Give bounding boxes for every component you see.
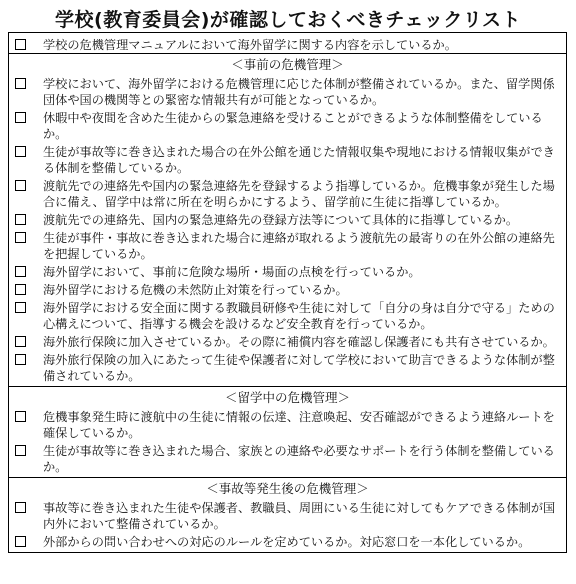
- checklist-item: [9, 210, 566, 228]
- checklist-item: [9, 350, 566, 386]
- checklist-item: [9, 407, 566, 441]
- checklist-item: [9, 33, 566, 53]
- checklist-item: [9, 142, 566, 176]
- checklist-item: [9, 280, 566, 298]
- checkbox[interactable]: [15, 180, 26, 191]
- checkbox[interactable]: [15, 214, 26, 225]
- checkbox[interactable]: [15, 445, 26, 456]
- item-text: 海外旅行保険の加入にあたって生徒や保護者に対して学校において助言できるような体制が整備されているか。: [43, 353, 555, 383]
- checkbox[interactable]: [15, 502, 26, 513]
- item-text: 生徒が事故等に巻き込まれた場合、家族との連絡や必要なサポートを行う体制を整備しているか。: [43, 444, 555, 474]
- item-text: 学校において、海外留学における危機管理に応じた体制が整備されているか。また、留学関係団体や国の機関等との緊密な情報共有が可能となっているか。: [43, 77, 555, 107]
- checkbox[interactable]: [15, 336, 26, 347]
- checkbox[interactable]: [15, 112, 26, 123]
- section-heading: ＜留学中の危機管理＞: [224, 390, 350, 405]
- checklist-item: [9, 532, 566, 552]
- item-text: 事故等に巻き込まれた生徒や保護者、教職員、周囲にいる生徒に対してもケアできる体制が国内外において整備されているか。: [43, 501, 556, 531]
- item-text: 生徒が事件・事故に巻き込まれた場合に連絡が取れるよう渡航先の最寄りの在外公館の連絡先を把握しているか。: [43, 231, 555, 261]
- item-text: 学校の危機管理マニュアルにおいて海外留学に関する内容を示しているか。: [43, 38, 457, 52]
- item-text: 海外旅行保険に加入させているか。その際に補償内容を確認し保護者にも共有させているか。: [43, 335, 555, 349]
- item-text: 海外留学における安全面に関する教職員研修や生徒に対して「自分の身は自分で守る」ための心構えについて、指導する機会を設けるなど安全教育を行っているか。: [43, 301, 555, 331]
- item-text: 休暇中や夜間を含めた生徒からの緊急連絡を受けることができるような体制整備をしているか。: [43, 111, 543, 141]
- item-text: 外部からの問い合わせへの対応のルールを定めているか。対応窓口を一本化しているか。: [43, 535, 531, 549]
- checkbox[interactable]: [15, 232, 26, 243]
- item-text: 海外留学において、事前に危険な場所・場面の点検を行っているか。: [43, 265, 421, 279]
- item-text: 渡航先での連絡先、国内の緊急連絡先の登録方法等について具体的に指導しているか。: [43, 213, 519, 227]
- item-text: 渡航先での連絡先や国内の緊急連絡先を登録するよう指導しているか。危機事象が発生した場合に備え、留学中は常に所在を明らかにするよう、留学前に生徒に指導しているか。: [43, 179, 555, 209]
- checklist-item: [9, 441, 566, 477]
- item-text: 生徒が事故等に巻き込まれた場合の在外公館を通じた情報収集や現地における情報収集ができる体制を整備しているか。: [43, 145, 555, 175]
- item-text: 海外留学における危機の未然防止対策を行っているか。: [43, 283, 348, 297]
- checkbox[interactable]: [15, 146, 26, 157]
- checkbox[interactable]: [15, 39, 26, 50]
- section-pre-departure: [9, 53, 566, 386]
- checklist-item: [9, 74, 566, 108]
- checklist-item: [9, 176, 566, 210]
- checklist-table: [8, 32, 567, 553]
- checkbox[interactable]: [15, 284, 26, 295]
- checklist-item: [9, 228, 566, 262]
- checkbox[interactable]: [15, 302, 26, 313]
- checkbox[interactable]: [15, 78, 26, 89]
- checkbox[interactable]: [15, 266, 26, 277]
- checklist-item: [9, 108, 566, 142]
- checklist-item: [9, 332, 566, 350]
- intro-section: [9, 33, 566, 53]
- item-text: 危機事象発生時に渡航中の生徒に情報の伝達、注意喚起、安否確認ができるよう連絡ルートを確保しているか。: [43, 410, 555, 440]
- checklist-item: [9, 262, 566, 280]
- section-heading: ＜事故等発生後の危機管理＞: [206, 481, 369, 496]
- section-heading: ＜事前の危機管理＞: [231, 57, 344, 72]
- checklist-item: [9, 298, 566, 332]
- page-title: 学校(教育委員会)が確認しておくべきチェックリスト: [55, 9, 521, 31]
- section-after-incident: [9, 477, 566, 552]
- section-during-study-abroad: [9, 386, 566, 477]
- checklist-item: [9, 498, 566, 532]
- checkbox[interactable]: [15, 354, 26, 365]
- checkbox[interactable]: [15, 411, 26, 422]
- checkbox[interactable]: [15, 536, 26, 547]
